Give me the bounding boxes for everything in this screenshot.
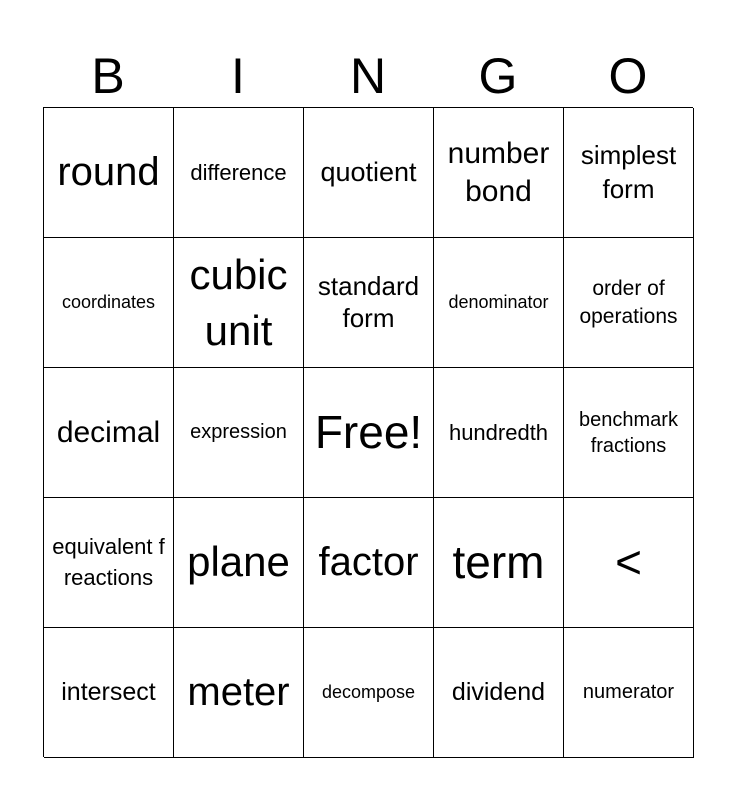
cell-text: hundredth	[448, 419, 549, 445]
cell-text: term	[452, 536, 545, 589]
cell-text: cubic unit	[189, 251, 288, 354]
cell-text: intersect	[61, 677, 156, 706]
bingo-cell[interactable]	[44, 498, 174, 628]
bingo-cell[interactable]	[564, 368, 694, 498]
bingo-cell[interactable]	[44, 108, 174, 238]
cell-text: round	[57, 149, 160, 194]
bingo-cell[interactable]	[44, 368, 174, 498]
bingo-board	[43, 107, 693, 757]
cell-text: decimal	[56, 415, 161, 449]
bingo-cell[interactable]	[44, 628, 174, 758]
cell-text: decompose	[321, 681, 416, 702]
bingo-cell[interactable]	[564, 628, 694, 758]
header-letter-i: I	[231, 48, 245, 104]
cell-text: factor	[318, 539, 419, 584]
free-space-cell[interactable]	[304, 368, 434, 498]
bingo-cell[interactable]	[304, 238, 434, 368]
cell-text: dividend	[451, 677, 546, 706]
bingo-header	[43, 46, 693, 106]
bingo-cell[interactable]	[174, 238, 304, 368]
bingo-cell[interactable]	[434, 498, 564, 628]
bingo-cell[interactable]	[44, 238, 174, 368]
cell-text: number bond	[447, 137, 550, 208]
header-letter-g: G	[478, 48, 518, 104]
bingo-cell[interactable]	[564, 238, 694, 368]
bingo-cell[interactable]	[304, 108, 434, 238]
header-letter-b: B	[91, 48, 125, 104]
cell-text: quotient	[320, 156, 417, 187]
bingo-cell[interactable]	[304, 498, 434, 628]
bingo-cell[interactable]	[434, 108, 564, 238]
cell-text: expression	[190, 420, 287, 443]
header-letter-n: N	[349, 48, 387, 104]
bingo-cell[interactable]	[564, 498, 694, 628]
cell-text: standard form	[317, 270, 420, 333]
cell-text: equivalent freactions	[52, 533, 165, 590]
bingo-cell[interactable]	[304, 628, 434, 758]
bingo-cell[interactable]	[174, 108, 304, 238]
cell-text: <	[615, 536, 642, 589]
bingo-cell[interactable]	[434, 628, 564, 758]
cell-text: order of operations	[579, 277, 678, 328]
bingo-cell[interactable]	[174, 368, 304, 498]
bingo-cell[interactable]	[174, 498, 304, 628]
bingo-cell[interactable]	[434, 368, 564, 498]
cell-text: plane	[187, 538, 290, 586]
free-space-text: Free!	[314, 406, 423, 459]
cell-text: difference	[190, 159, 287, 185]
cell-text: simplest form	[580, 139, 677, 204]
cell-text: benchmark fractions	[579, 408, 678, 457]
cell-text: numerator	[582, 680, 675, 703]
bingo-cell[interactable]	[564, 108, 694, 238]
cell-text: coordinates	[61, 291, 156, 312]
header-letter-o: O	[608, 48, 648, 104]
bingo-cell[interactable]	[434, 238, 564, 368]
bingo-cell[interactable]	[174, 628, 304, 758]
cell-text: denominator	[448, 291, 549, 312]
cell-text: meter	[187, 669, 290, 714]
